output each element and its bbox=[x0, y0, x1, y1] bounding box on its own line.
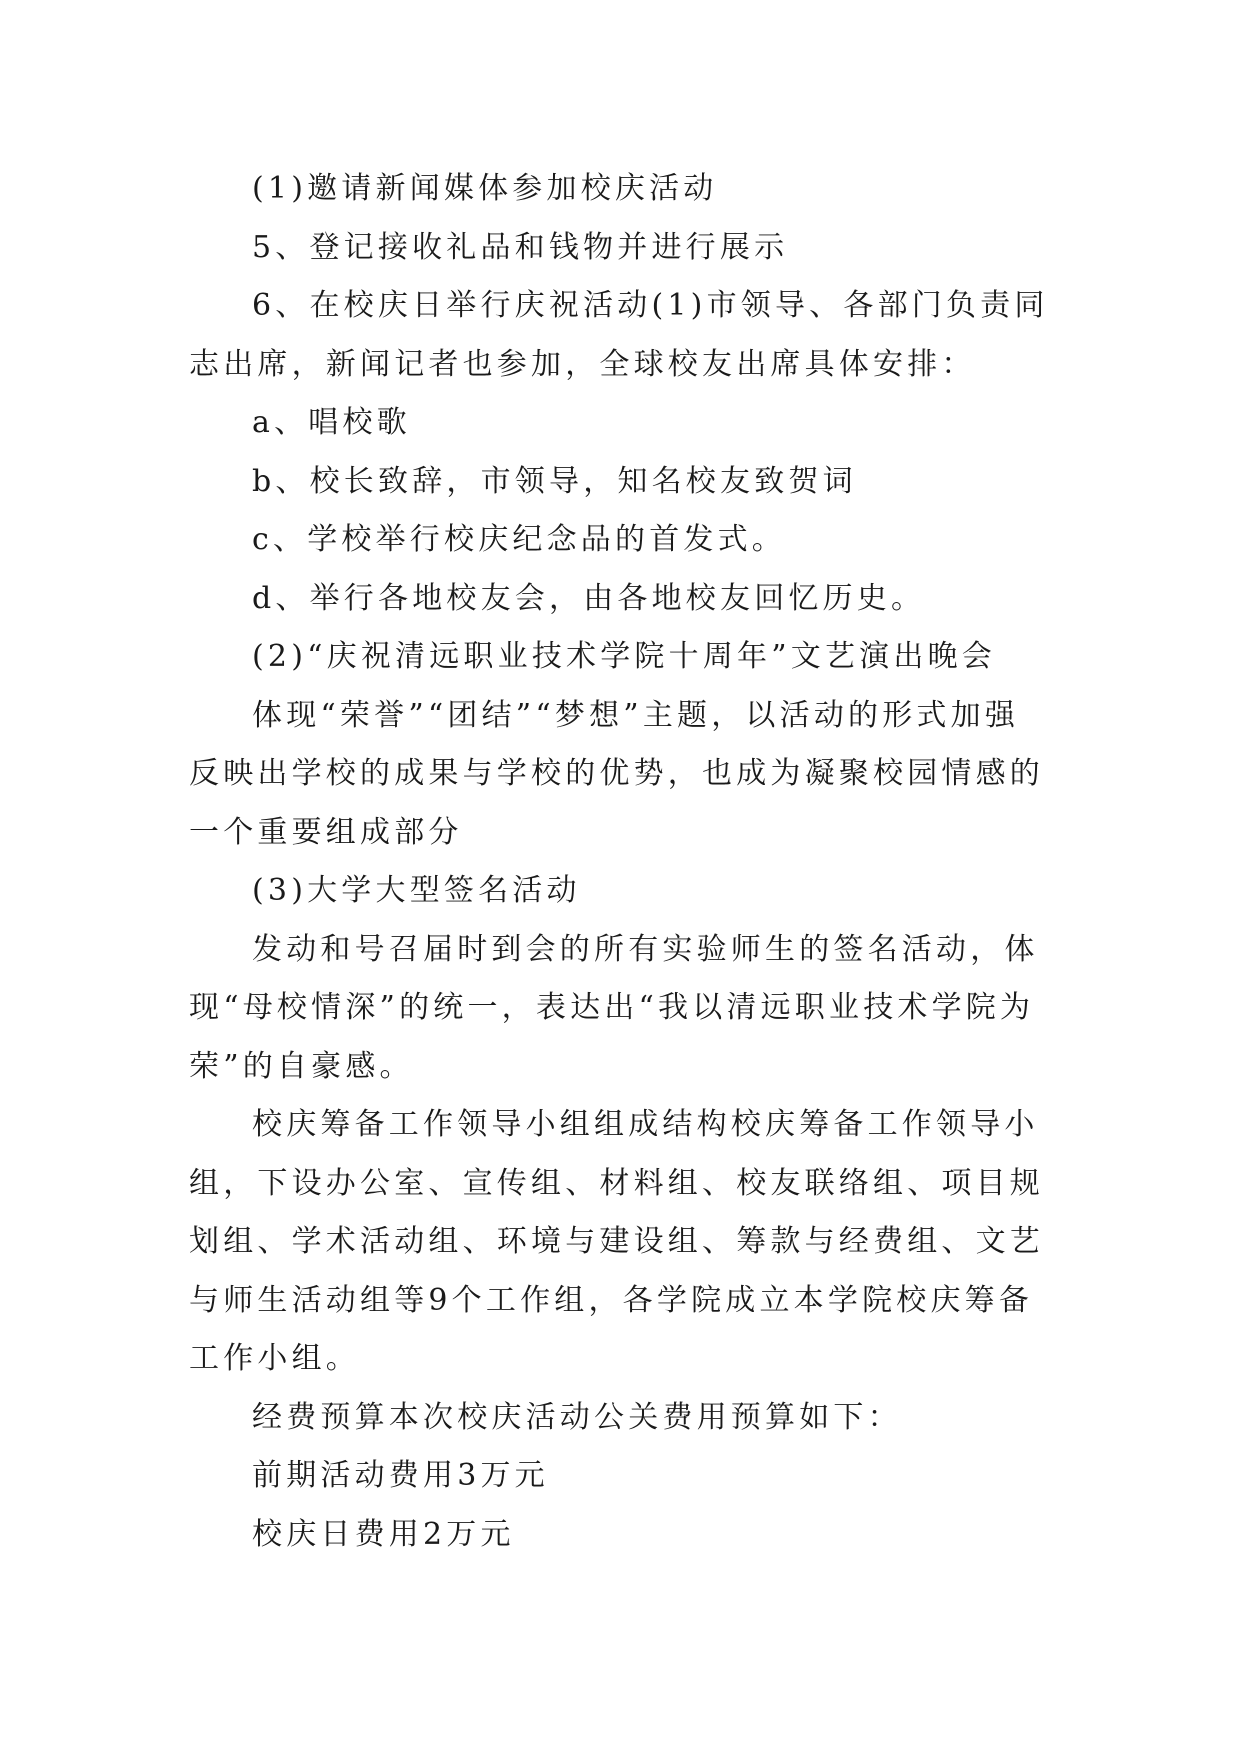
document-body bbox=[189, 160, 1051, 1564]
paragraph: b、校长致辞，市领导，知名校友致贺词 bbox=[252, 463, 857, 499]
paragraph: 发动和号召届时到会的所有实验师生的签名活动，体现“母校情深”的统一，表达出“我以清远职业技术学院为荣”的自豪感。 bbox=[189, 931, 1039, 1084]
paragraph: d、举行各地校友会，由各地校友回忆历史。 bbox=[252, 580, 926, 616]
paragraph: 校庆日费用2万元 bbox=[252, 1516, 515, 1552]
paragraph: 经费预算本次校庆活动公关费用预算如下： bbox=[252, 1399, 902, 1435]
paragraph: (1)邀请新闻媒体参加校庆活动 bbox=[252, 171, 718, 206]
paragraph: (3)大学大型签名活动 bbox=[252, 873, 581, 908]
paragraph: 体现“荣誉”“团结”“梦想”主题，以活动的形式加强反映出学校的成果与学校的优势，也成为凝聚校园情感的一个重要组成部分 bbox=[189, 697, 1044, 850]
paragraph: c、学校举行校庆纪念品的首发式。 bbox=[252, 522, 787, 557]
paragraph: 5、登记接收礼品和钱物并进行展示 bbox=[252, 229, 789, 265]
paragraph: a、唱校歌 bbox=[252, 405, 411, 440]
paragraph: (2)“庆祝清远职业技术学院十周年”文艺演出晚会 bbox=[252, 639, 996, 674]
paragraph: 前期活动费用3万元 bbox=[252, 1458, 549, 1493]
paragraph: 6、在校庆日举行庆祝活动(1)市领导、各部门负责同志出席，新闻记者也参加，全球校友出席具体安排： bbox=[189, 288, 1049, 382]
paragraph: 校庆筹备工作领导小组组成结构校庆筹备工作领导小组，下设办公室、宣传组、材料组、校友联络组、项目规划组、学术活动组、环境与建设组、筹款与经费组、文艺与师生活动组等9个工作组，各学院成立本学院校庆筹备工作小组。 bbox=[189, 1107, 1044, 1376]
